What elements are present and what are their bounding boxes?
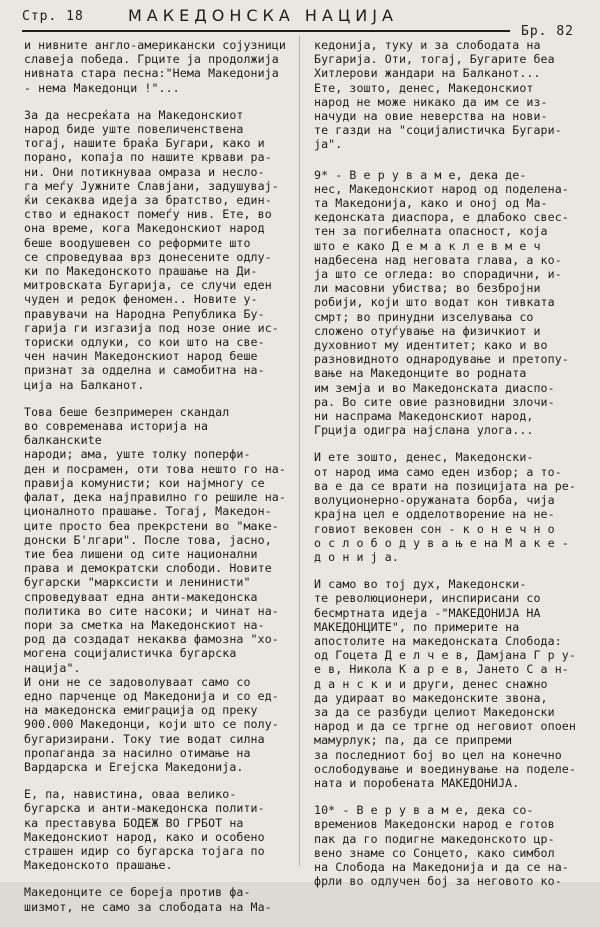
left-column [24,38,292,927]
paragraph: И ете зошто, денес, Македонски- от народ има само еден избор; а то- ва е да се врати на позицијата на ре- волуционерно-оружаната борба, чија крајна цел е одделотворение на не- говиот вековен сон - к о н е ч н о о с л о б о д у в а њ е на М а к е - д о н и ј а. [314,450,576,564]
page-header [0,0,600,40]
paragraph: Македонците се бореја против фа- шизмот, не само за слободата на Ма- [24,885,272,914]
right-column [314,38,584,901]
issue-number: Бр. 82 [521,24,574,39]
page-number: Стр. 18 [22,9,84,24]
paragraph: Това беше безпримерен скандал во современава историја на балканскиte народи; ама, уште толку поперфи- ден и посрамен, оти това нешто го на- правија комунисти; кои најмногу се фалат, дека најправилно го решиле на- ционалното прашање. Тогај, Македон- ците просто беа прекрстени во "маке- донски Б'лгари". После това, јасно, тие беа лишени од сите национални права и демократски слободи. Новите бугарски "марксисти и ленинисти" спроведуваат една анти-македонска политика во сите насоки; и чинат на- пори за сметка на Македонскиот на- род да создадат некаква фамозна "хо- могена социјалистичка бугарска нација". И они не се задоволуваат само со едно парченце од Македонија и со ед- на македонска емиграција од преку 900.000 Македонци, који што се полу- бугаризирани. Току тие водат силна пропаганда за насилно отимање на Вардарска и Егејска Македонија. [24,404,286,774]
paragraph: 10* - В е р у в а м е, дека со- времениов Македонски народ е готов пак да го подигне македонското цр- вено знаме со Сонцето, како симбол на Слобода на Македонија и да се на- фрли во одлучен бој за неговото ко- [314,803,569,889]
paragraph: За да несреќата на Македонскиот народ биде уште повеличенствена тогај, нашите браќа Бугари, како и порано, копаја по нашите крвави ра- ни. Они потикнуваа омраза и несло- га меѓу Јужните Славјани, задушувај- ќи секаква идеја за братство, един- ство и еднакост помеѓу нив. Ете, во она време, кога Македонскиот народ беше воодушевен со реформите што се спроведуваа врз донесените одлу- ки по Македонското прашање на Ди- митровската Бугарија, се случи еден чуден и редок феномен.. Новите у- правувачи на Народна Република Бу- гарија ги изгазија под нозе оние ис- ториски одлуки, со кои што на све- чен начин Македонскиот народ беше признат за одделна и самобитна на- ција на Балканот. [24,107,279,392]
paragraph: Е, па, навистина, оваа велико- бугарска и анти-македонска полити- ка преставува БОДЕЖ ВО ГРБОТ на Македонскиот народ, како и особено страшен идир со бугарска тојага по Македонското прашање. [24,787,265,873]
header-rule [22,30,510,32]
paragraph: И само во тој дух, Македонски- те революционери, инспирисани со бесмртната идеја -"МАКЕДОНИЈА НА МАКЕДОНЦИТЕ", по примерите на апостолите на македонската Слобода: од Гоцета Д е л ч е в, Дамјана Г р у- е в, Никола К а р е в, Јането С а н- д а н с к и и други, денес снажно да удираат во македонските звона, за да се разбуди целиот Македонски народ и да се тргне од неговиот опоен мамурлук; па, да се припреми за последниот бој во цел на конечно ослободување и воединување на поделе- ната и поробената МАКЕДОНИЈА. [314,577,576,790]
paragraph: 9* - В е р у в а м е, дека де- нес, Македонскиот народ од поделена- та Македонија, како и оној од Ма- кедонската диаспора, е длабоко свес- тен за погибелната опасност, која што е како Д е м а к л е в м е ч надбесена над неговата глава, а ко- ја што се огледа: во спорадични, и- ли масовни убиства; во безбројни робији, који што водат кон тивката смрт; во принудни изселувања со сложено отуѓување на физичкиот и духовниот му идентитет; како и во разновидното однародување и претопу- вање на Македонците во родната им земја и во Македонската диаспо- ра. Во сите овие разновидни злочи- ни наспрама Македонскиот народ, Грција одигра најслана улога... [314,167,569,438]
column-divider [299,36,300,866]
paragraph: и нивните англо-американски сојузници славеја победа. Грците ја продолжија нивната стара песна:"Нема Македонија - нема Македонци !"... [24,38,286,95]
paragraph: кедонија, туку и за слободата на Бугарија. Оти, тогај, Бугарите беа Хитлерови жандари на Балканот... Ете, зошто, денес, Македонскиот народ не може никако да им се из- начуди на овие неверства на нови- те газди на "социјалистичка Бугари- ја". [314,38,562,152]
publication-title: МАКЕДОНСКА НАЦИЈА [128,6,398,25]
